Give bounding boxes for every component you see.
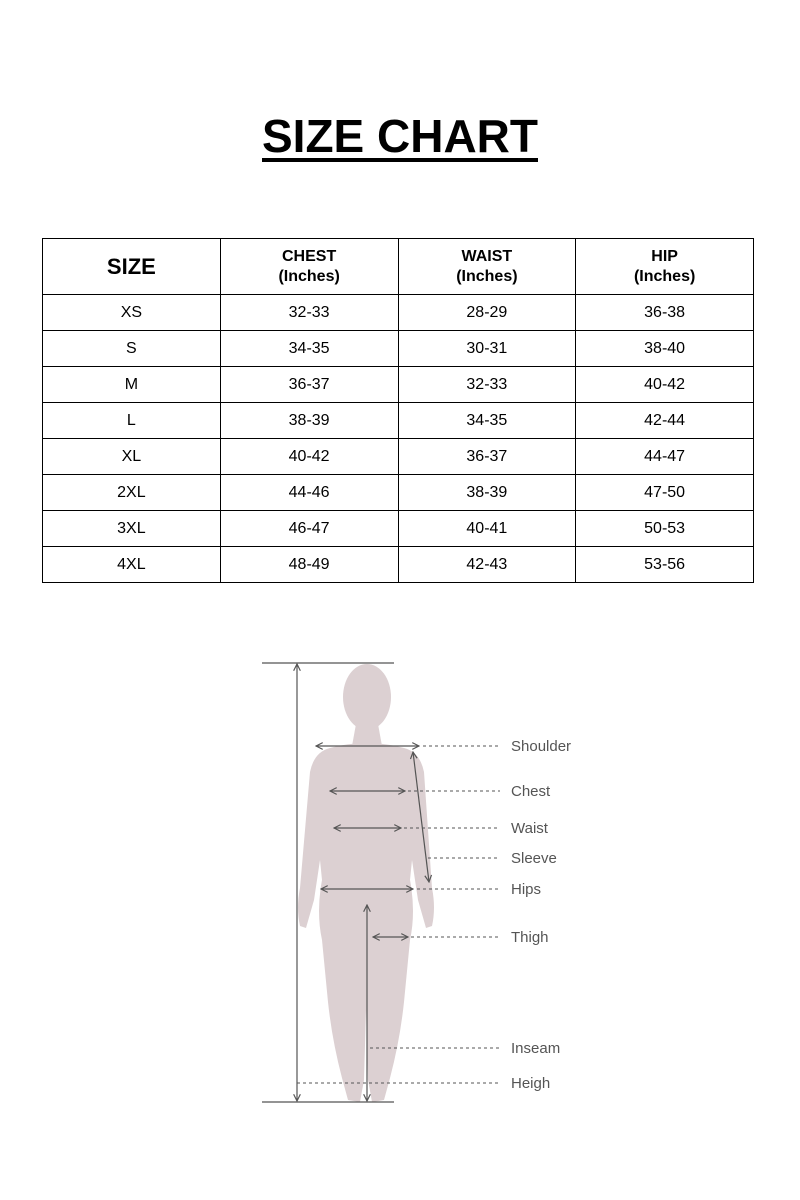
waist-cell: 34-35 [398,403,576,439]
hip-cell: 40-42 [576,367,754,403]
waist-label: Waist [511,820,548,837]
table-header-row [43,239,754,295]
hip-cell: 36-38 [576,295,754,331]
table-row [43,403,754,439]
size-cell: 4XL [43,547,221,583]
measurement-arrows [316,746,429,1101]
table-row [43,511,754,547]
thigh-label: Thigh [511,929,549,946]
header-waist-label: WAIST [461,247,513,265]
waist-cell: 42-43 [398,547,576,583]
table-row [43,295,754,331]
chest-cell: 46-47 [220,511,398,547]
table-row [43,475,754,511]
chest-cell: 36-37 [220,367,398,403]
height-label: Heigh [511,1075,551,1092]
waist-cell: 28-29 [398,295,576,331]
hip-cell: 42-44 [576,403,754,439]
hip-cell: 38-40 [576,331,754,367]
header-size [43,239,221,295]
table-row [43,547,754,583]
hip-cell: 47-50 [576,475,754,511]
chest-cell: 44-46 [220,475,398,511]
hip-cell: 44-47 [576,439,754,475]
hip-cell: 53-56 [576,547,754,583]
chest-cell: 40-42 [220,439,398,475]
size-cell: L [43,403,221,439]
table-row [43,439,754,475]
header-hip-unit: (Inches) [633,267,696,285]
chest-cell: 34-35 [220,331,398,367]
table-row [43,331,754,367]
header-waist-unit: (Inches) [456,267,518,285]
size-cell: M [43,367,221,403]
waist-cell: 40-41 [398,511,576,547]
chest-cell: 32-33 [220,295,398,331]
header-hip [576,239,754,295]
header-chest-unit: (Inches) [278,267,340,285]
waist-cell: 30-31 [398,331,576,367]
size-cell: 2XL [43,475,221,511]
chest-label: Chest [511,783,551,800]
leader-lines [297,746,500,1083]
body-silhouette [298,664,434,1102]
table-row [43,367,754,403]
sleeve-label: Sleeve [511,850,557,867]
sleeve-arrow [413,752,429,882]
page-title: SIZE CHART [262,110,538,162]
header-size-label: SIZE [106,253,156,279]
size-cell: XS [43,295,221,331]
shoulder-label: Shoulder [511,738,572,755]
size-table [42,238,754,583]
header-chest [220,239,398,295]
size-cell: S [43,331,221,367]
waist-cell: 32-33 [398,367,576,403]
size-cell: 3XL [43,511,221,547]
waist-cell: 36-37 [398,439,576,475]
header-waist [398,239,576,295]
chest-cell: 48-49 [220,547,398,583]
height-guides [262,663,394,1102]
inseam-label: Inseam [511,1040,561,1057]
hip-cell: 50-53 [576,511,754,547]
chest-cell: 38-39 [220,403,398,439]
header-hip-label: HIP [651,247,678,265]
hips-label: Hips [511,881,542,898]
header-chest-label: CHEST [282,247,337,265]
size-cell: XL [43,439,221,475]
waist-cell: 38-39 [398,475,576,511]
